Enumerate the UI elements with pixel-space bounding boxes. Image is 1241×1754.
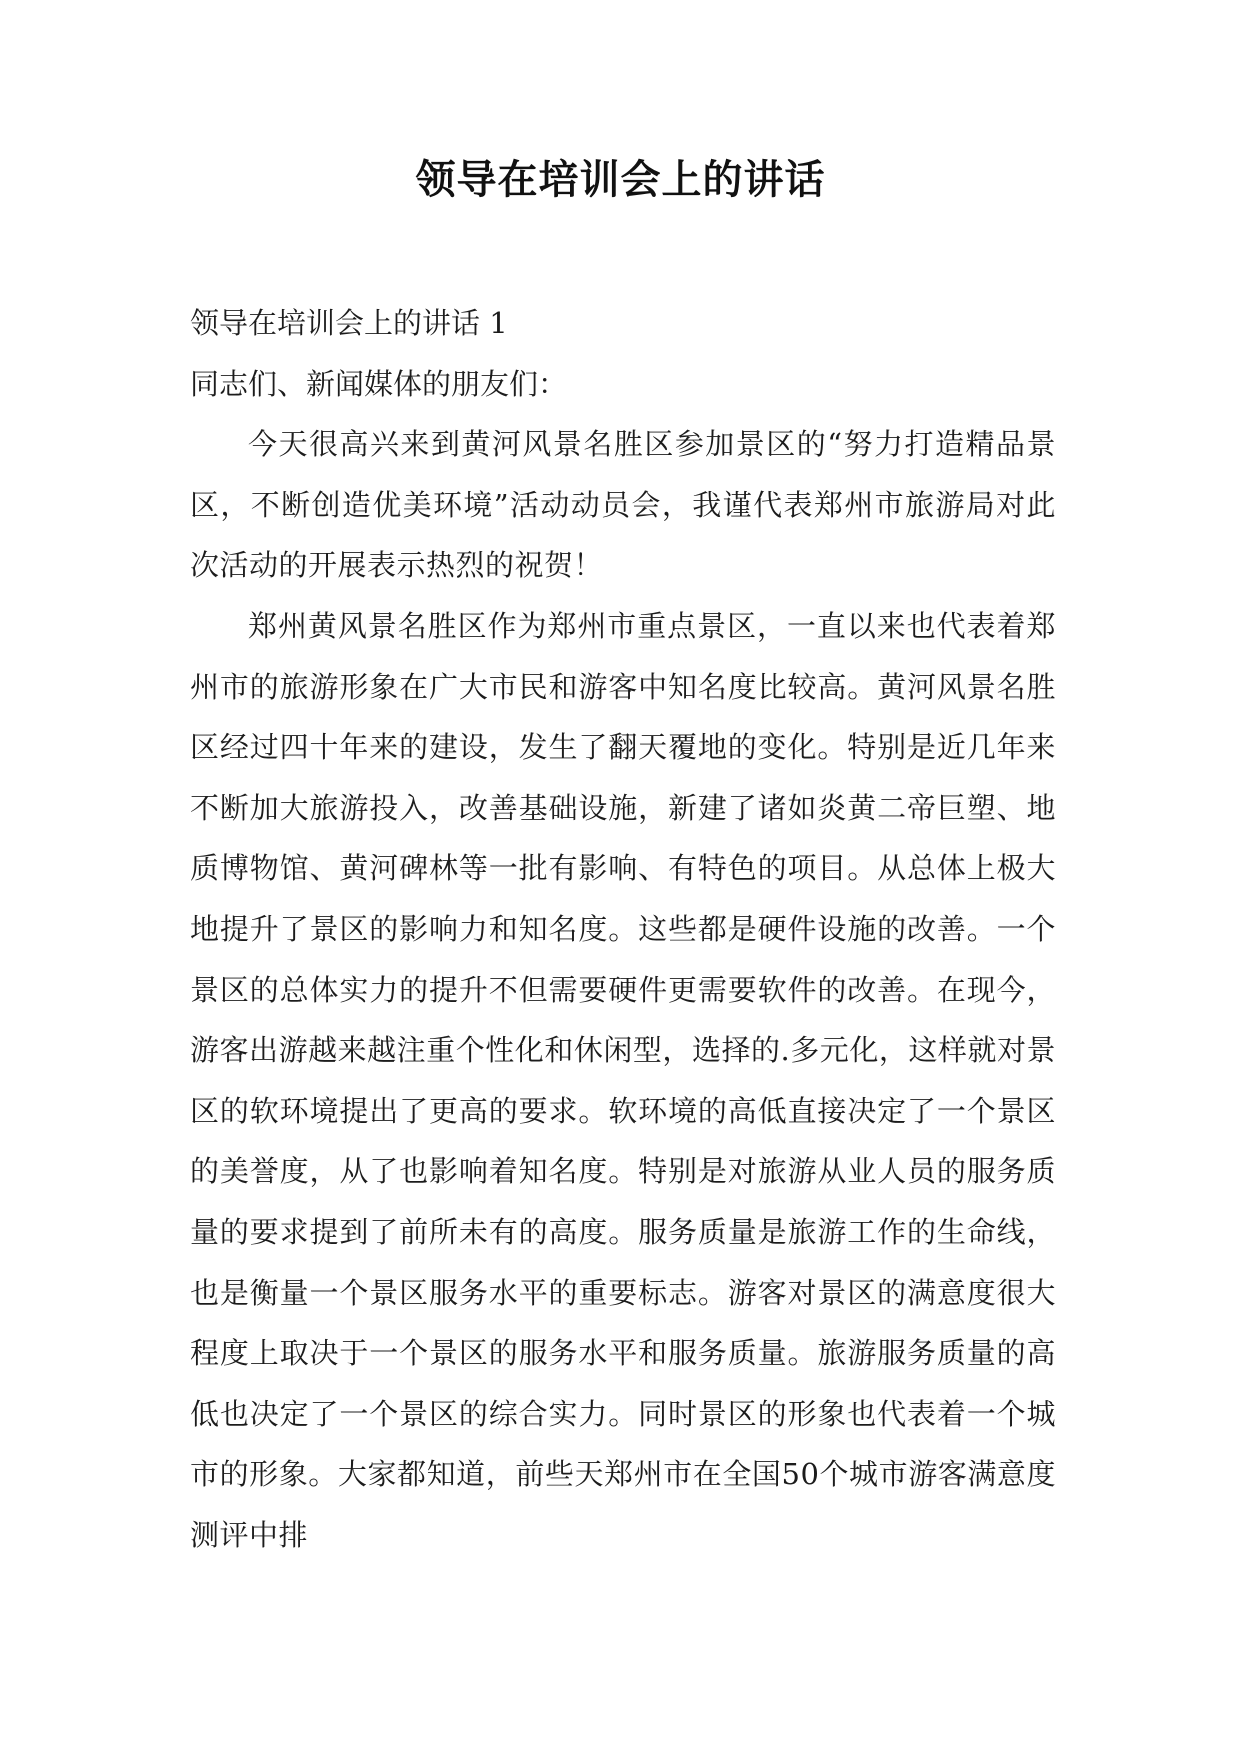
paragraph: 今天很高兴来到黄河风景名胜区参加景区的“努力打造精品景区，不断创造优美环境”活动动员会，我谨代表郑州市旅游局对此次活动的开展表示热烈的祝贺！ xyxy=(190,427,1056,583)
section-heading: 领导在培训会上的讲话 1 xyxy=(190,306,508,340)
document-title: 领导在培训会上的讲话 xyxy=(415,157,826,203)
document-body xyxy=(190,293,1056,1565)
salutation: 同志们、新闻媒体的朋友们： xyxy=(190,366,568,401)
paragraph: 郑州黄风景名胜区作为郑州市重点景区，一直以来也代表着郑州市的旅游形象在广大市民和游客中知名度比较高。黄河风景名胜区经过四十年来的建设，发生了翻天覆地的变化。特别是近几年来不断加大旅游投入，改善基础设施，新建了诸如炎黄二帝巨塑、地质博物馆、黄河碑林等一批有影响、有特色的项目。从总体上极大地提升了景区的影响力和知名度。这些都是硬件设施的改善。一个景区的总体实力的提升不但需要硬件更需要软件的改善。在现今，游客出游越来越注重个性化和休闲型，选择的.多元化，这样就对景区的软环境提出了更高的要求。软环境的高低直接决定了一个景区的美誉度，从了也影响着知名度。特别是对旅游从业人员的服务质量的要求提到了前所未有的高度。服务质量是旅游工作的生命线，也是衡量一个景区服务水平的重要标志。游客对景区的满意度很大程度上取决于一个景区的服务水平和服务质量。旅游服务质量的高低也决定了一个景区的综合实力。同时景区的形象也代表着一个城市的形象。大家都知道，前些天郑州市在全国50个城市游客满意度测评中排 xyxy=(190,608,1056,1552)
